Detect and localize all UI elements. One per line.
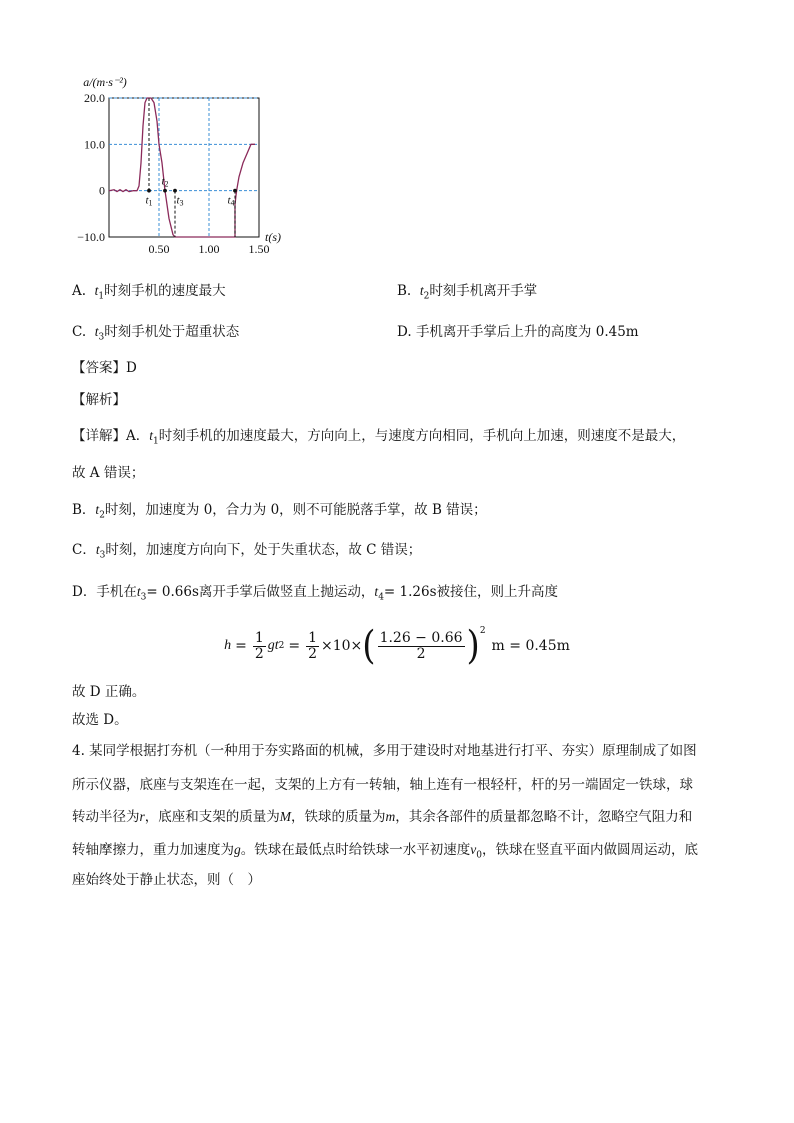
option-a-var: t xyxy=(94,283,99,298)
q4-v: v xyxy=(470,842,477,857)
q4-line4-a: 转轴摩擦力，重力加速度为 xyxy=(72,842,234,858)
plot-frame xyxy=(109,98,259,237)
x-axis-label: t(s) xyxy=(265,230,281,244)
formula-half-num: 1 xyxy=(254,629,264,646)
detail-a-text: 时刻手机的加速度最大，方向向上，与速度方向相同，手机向上加速，则速度不是最大， xyxy=(158,428,686,444)
detail-c-line xyxy=(72,540,421,566)
formula-half-2 xyxy=(306,631,319,662)
answer-value: D xyxy=(126,360,137,376)
q4-r: r xyxy=(139,809,145,824)
x-tick-label: 1.50 xyxy=(248,242,270,256)
formula-half-1 xyxy=(253,631,266,662)
q4-m: m xyxy=(385,809,396,824)
formula-eq1: = xyxy=(235,638,247,654)
marker-dot-t2 xyxy=(163,189,167,193)
answer-label: 【答案】 xyxy=(72,360,126,376)
q4-line3-c: ，铁球的质量为 xyxy=(291,809,386,825)
option-c-var: t xyxy=(94,324,99,339)
option-b-sub: 2 xyxy=(423,291,430,302)
q4-line3 xyxy=(72,807,692,827)
formula-half2-den: 2 xyxy=(308,645,318,662)
detail-b-sub: 2 xyxy=(99,510,105,521)
x-tick-label: 0.50 xyxy=(148,242,170,256)
detail-d-line xyxy=(72,582,558,608)
marker-label-t4: t4 xyxy=(227,194,235,208)
detail-d-t3-sub: 3 xyxy=(140,592,147,603)
marker-dot-t1 xyxy=(147,189,151,193)
y-tick-label: 10.0 xyxy=(84,137,105,152)
detail-d-mid: 离开手掌后做竖直上抛运动， xyxy=(198,584,375,600)
marker-label-t1: t1 xyxy=(145,194,153,208)
formula-t-sup: 2 xyxy=(278,641,285,651)
q4-line5: 座始终处于静止状态，则（ ） xyxy=(72,872,261,888)
formula-g: g xyxy=(267,638,275,653)
detail-d-eq2: = 1.26s xyxy=(383,584,437,600)
detail-a-var: t xyxy=(149,428,154,443)
detail-a-prefix: A． xyxy=(126,428,150,444)
detail-d-t3-var: t xyxy=(136,584,141,599)
acceleration-time-chart xyxy=(64,68,294,268)
q4-line2: 所示仪器，底座与支架连在一起，支架的上方有一转轴，轴上连有一根轻杆，杆的另一端固定一铁球，球 xyxy=(72,777,693,793)
analysis-label: 【解析】 xyxy=(72,392,126,408)
detail-d-eq1: = 0.66s xyxy=(146,584,199,600)
x-tick-label: 1.00 xyxy=(198,242,220,256)
formula-times10: ×10× xyxy=(321,638,363,654)
marker-label-t3: t3 xyxy=(176,194,184,208)
detail-c-text: 时刻，加速度方向向下，处于失重状态，故 C 错误； xyxy=(105,542,422,558)
option-a-text: 时刻手机的速度最大 xyxy=(104,283,226,299)
detail-b-text: 时刻，加速度为 0，合力为 0，则不可能脱落手掌，故 B 错误； xyxy=(104,502,487,518)
option-c-letter: C. xyxy=(72,324,87,340)
detail-a-line2: 故 A 错误； xyxy=(72,465,145,481)
option-c-text: 时刻手机处于超重状态 xyxy=(104,324,240,340)
q4-line1: 4. 某同学根据打夯机（一种用于夯实路面的机械，多用于建设时对地基进行打平、夯实）原理制成了如图 xyxy=(72,743,697,759)
detail-b-line xyxy=(72,500,487,526)
option-b-text: 时刻手机离开手掌 xyxy=(429,283,538,299)
q4-line4 xyxy=(72,840,698,866)
formula-square: 2 xyxy=(479,626,486,636)
q4-v0-sub: 0 xyxy=(476,850,482,861)
acceleration-curve xyxy=(109,98,255,237)
detail-b-prefix: B． xyxy=(72,502,96,518)
formula-h: h xyxy=(224,638,232,653)
detail-d-end: 被接住，则上升高度 xyxy=(436,584,559,600)
option-a xyxy=(72,281,226,307)
detail-a-sub: 1 xyxy=(153,436,159,447)
option-c xyxy=(72,322,239,348)
option-c-sub: 3 xyxy=(98,332,105,343)
option-d-letter: D. xyxy=(397,324,412,340)
formula-half2-num: 1 xyxy=(308,629,318,646)
detail-label: 【详解】 xyxy=(72,428,126,444)
detail-c-var: t xyxy=(95,542,100,557)
q4-g: g xyxy=(234,842,241,857)
detail-c-sub: 3 xyxy=(99,550,106,561)
q4-line4-c: ，铁球在竖直平面内做圆周运动，底 xyxy=(481,842,698,858)
option-a-sub: 1 xyxy=(98,291,105,302)
q4-line3-b: ，底座和支架的质量为 xyxy=(144,809,280,825)
q4-M: M xyxy=(279,809,292,824)
q4-line4-b: 。铁球在最低点时给铁球一水平初速度 xyxy=(240,842,471,858)
formula-rparen: ) xyxy=(466,623,480,669)
y-axis-label: a/(m·s⁻²) xyxy=(83,75,127,89)
formula-time-frac xyxy=(378,631,465,662)
detail-b-var: t xyxy=(95,502,100,517)
marker-dot-t4 xyxy=(233,189,237,193)
formula-half-den: 2 xyxy=(254,645,264,662)
formula-time-den: 2 xyxy=(416,645,426,662)
conclusion-line2: 故选 D。 xyxy=(72,712,128,728)
detail-d-t4-var: t xyxy=(374,584,379,599)
y-tick-label: −10.0 xyxy=(77,230,105,244)
answer-line xyxy=(72,358,137,378)
y-tick-label: 0 xyxy=(99,183,105,198)
formula-t: t xyxy=(274,638,279,653)
height-formula xyxy=(0,624,794,668)
formula-lparen: ( xyxy=(362,623,376,669)
option-d xyxy=(397,322,639,342)
detail-a-line1 xyxy=(72,426,685,452)
y-tick-label: 20.0 xyxy=(84,91,105,105)
option-d-text: 手机离开手掌后上升的高度为 0.45m xyxy=(415,324,639,340)
detail-d-t4-sub: 4 xyxy=(378,592,384,603)
formula-result: m = 0.45m xyxy=(491,638,570,654)
option-b-letter: B. xyxy=(397,283,412,299)
formula-time-num: 1.26 − 0.66 xyxy=(379,629,463,646)
detail-c-prefix: C． xyxy=(72,542,96,558)
option-a-letter: A. xyxy=(72,283,87,299)
q4-line3-d: ，其余各部件的质量都忽略不计，忽略空气阻力和 xyxy=(395,809,693,825)
marker-dot-t3 xyxy=(173,189,177,193)
chart-svg xyxy=(64,68,294,268)
option-b-var: t xyxy=(419,283,424,298)
conclusion-line1: 故 D 正确。 xyxy=(72,684,146,700)
q4-line3-a: 转动半径为 xyxy=(72,809,140,825)
detail-d-prefix: D．手机在 xyxy=(72,584,137,600)
option-b xyxy=(397,281,537,307)
formula-eq2: = xyxy=(288,638,301,654)
marker-label-t2: t2 xyxy=(161,175,169,189)
